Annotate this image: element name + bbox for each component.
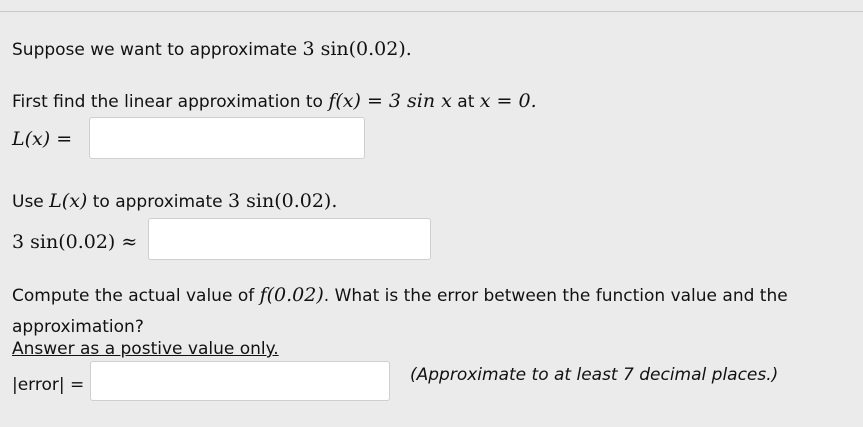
answer-note [12,338,279,360]
linear-approx-input[interactable] [89,117,365,159]
answer-note-text: Answer as a postive value only. [12,339,279,359]
linear-approx-label: L(x) = [12,128,73,150]
part3-text-a: Compute the actual value of [12,286,260,306]
intro-line [12,38,412,61]
top-divider [0,11,863,12]
part1-at: at [451,92,480,112]
part3-f-math: f(0.02) [259,284,324,306]
part2-use: Use [12,192,50,212]
error-label: |error| = [12,375,85,395]
part3-text-b: . What is the error between the function value and the [323,286,788,306]
part2-lx-math: L(x) [49,190,88,212]
intro-text: Suppose we want to approximate [12,40,303,60]
actual-value-prompt-line1 [12,284,788,307]
intro-math: 3 sin(0.02). [302,38,412,60]
part1-point-math: x = 0. [479,90,537,112]
use-linear-approx-prompt [12,190,337,213]
part2-mid: to approximate [87,192,229,212]
approx-input[interactable] [148,218,431,260]
actual-value-prompt-line2: approximation? [12,317,144,337]
part1-function-math: f(x) = 3 sin x [328,90,452,112]
part2-target-math: 3 sin(0.02). [228,190,338,212]
error-hint: (Approximate to at least 7 decimal places.) [410,365,779,385]
approx-label: 3 sin(0.02) ≈ [12,231,138,253]
error-input[interactable] [90,361,390,401]
part1-text: First find the linear approximation to [12,92,329,112]
linear-approx-prompt [12,90,537,113]
